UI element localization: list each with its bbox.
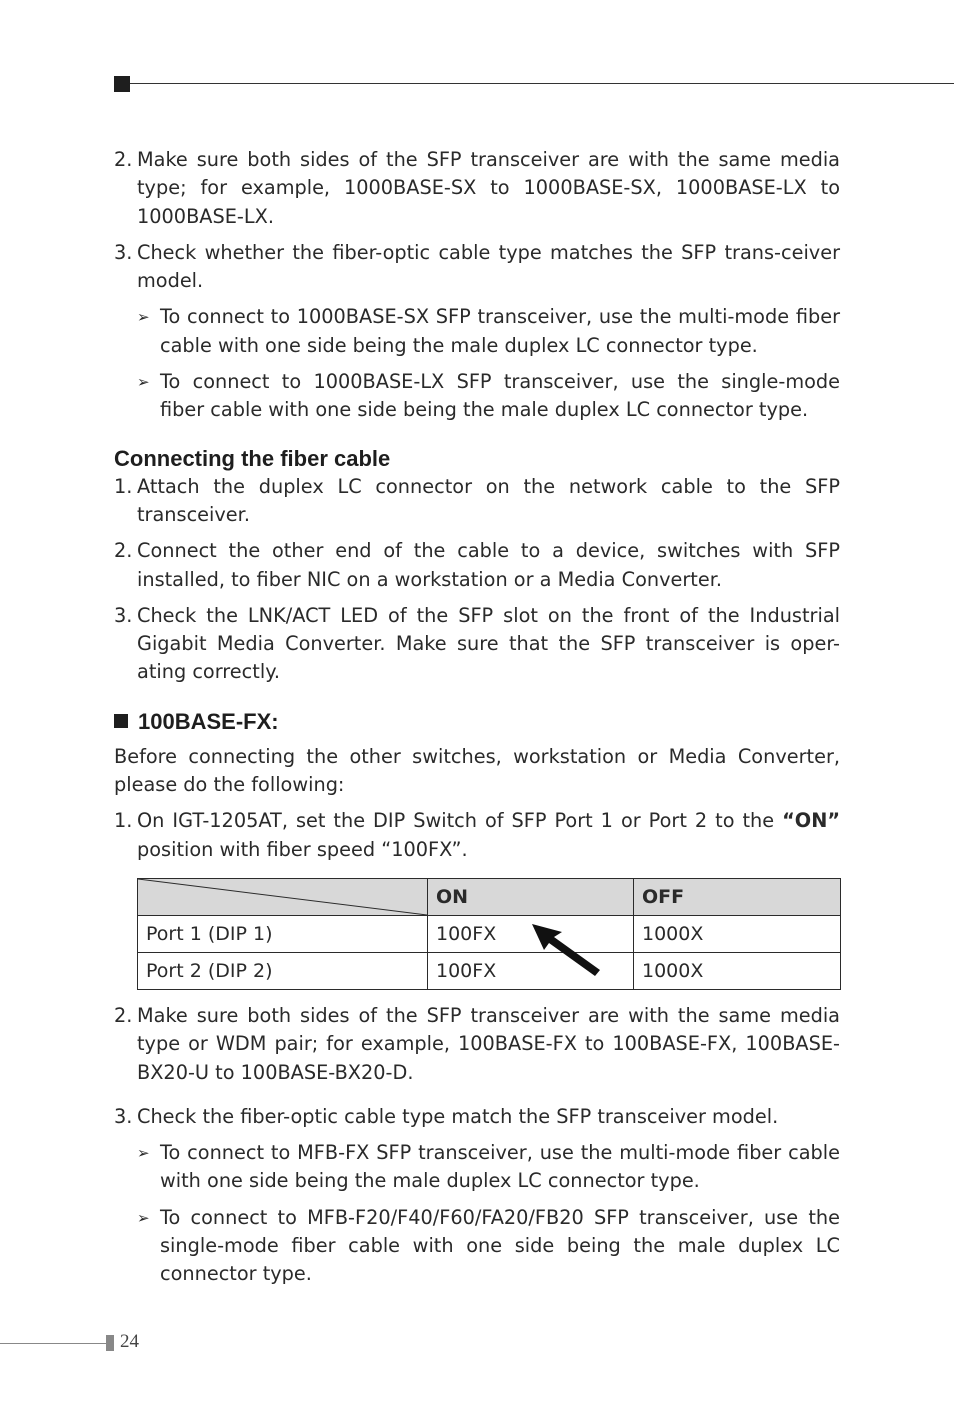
- list-item: 3. Check the fiber-optic cable type match the SFP transceiver model.: [114, 1104, 779, 1128]
- footer-rule: [0, 1343, 106, 1344]
- section-intro: Before connecting the other switches, workstation or Media Converter, please do the following:: [114, 744, 840, 797]
- arrow-bullet-icon: ➢: [137, 1208, 150, 1227]
- table-header-row: [138, 878, 841, 915]
- pointer-arrow-icon: [532, 924, 602, 978]
- list-item: 1. Attach the duplex LC connector on the network cable to the SFP transceiver.: [114, 474, 840, 526]
- page-content: [114, 146, 840, 1289]
- footer-square-icon: [106, 1335, 114, 1351]
- page-number: 24: [120, 1331, 139, 1352]
- arrow-bullet-icon: ➢: [137, 1144, 150, 1163]
- bullet-item: ➢ To connect to 1000BASE-SX SFP transceiver, use the multi-mode fiber cable with one side being the male duplex LC connector type.: [137, 305, 840, 357]
- table-corner-cell: [138, 878, 428, 915]
- column-header-off: OFF: [634, 878, 841, 915]
- header-rule: [130, 83, 954, 84]
- square-bullet-icon: [114, 714, 128, 728]
- list-item: 2. Make sure both sides of the SFP transceiver are with the same media type or WDM pair; for example, 100BASE-FX to 100BASE-FX, 100BASE-BX20-U to 100BASE-BX20-D.: [114, 1003, 840, 1084]
- list-item: 2. Connect the other end of the cable to a device, switches with SFP installed, to fiber NIC on a workstation or a Media Converter.: [114, 539, 840, 591]
- bullet-item: ➢ To connect to MFB-FX SFP transceiver, use the multi-mode fiber cable with one side being the male duplex LC connector type.: [137, 1141, 840, 1193]
- table-row: Port 2 (DIP 2) 100FX 1000X: [138, 952, 841, 989]
- bullet-item: ➢ To connect to 1000BASE-LX SFP transceiver, use the single-mode fiber cable with one side being the male duplex LC connector type.: [137, 370, 840, 422]
- bullet-item: ➢ To connect to MFB-F20/F40/F60/FA20/FB20 SFP transceiver, use the single-mode fiber cable with one side being the male duplex LC connector type.: [137, 1205, 840, 1286]
- table-row: Port 1 (DIP 1) 100FX 1000X: [138, 915, 841, 952]
- arrow-bullet-icon: ➢: [137, 308, 150, 327]
- column-header-on: ON: [428, 878, 634, 915]
- header-square-icon: [114, 76, 130, 92]
- list-item: 3. Check whether the fiber-optic cable type matches the SFP trans-ceiver model.: [114, 240, 840, 293]
- arrow-bullet-icon: ➢: [137, 373, 150, 392]
- list-item: 3. Check the LNK/ACT LED of the SFP slot on the front of the Industrial Gigabit Media Converter. Make sure that the SFP transceiver is oper-ating correctly.: [114, 603, 840, 684]
- section-heading: Connecting the fiber cable: [114, 445, 391, 471]
- section-heading: 100BASE-FX:: [114, 708, 840, 736]
- dip-switch-table: [137, 878, 841, 990]
- list-item: 2. Make sure both sides of the SFP transceiver are with the same media type; for example, 1000BASE-SX to 1000BASE-SX, 1000BASE-LX to 1000BASE-LX.: [114, 148, 840, 228]
- list-item: 1. On IGT-1205AT, set the DIP Switch of SFP Port 1 or Port 2 to the “ON” position with fiber speed “100FX”.: [114, 809, 840, 861]
